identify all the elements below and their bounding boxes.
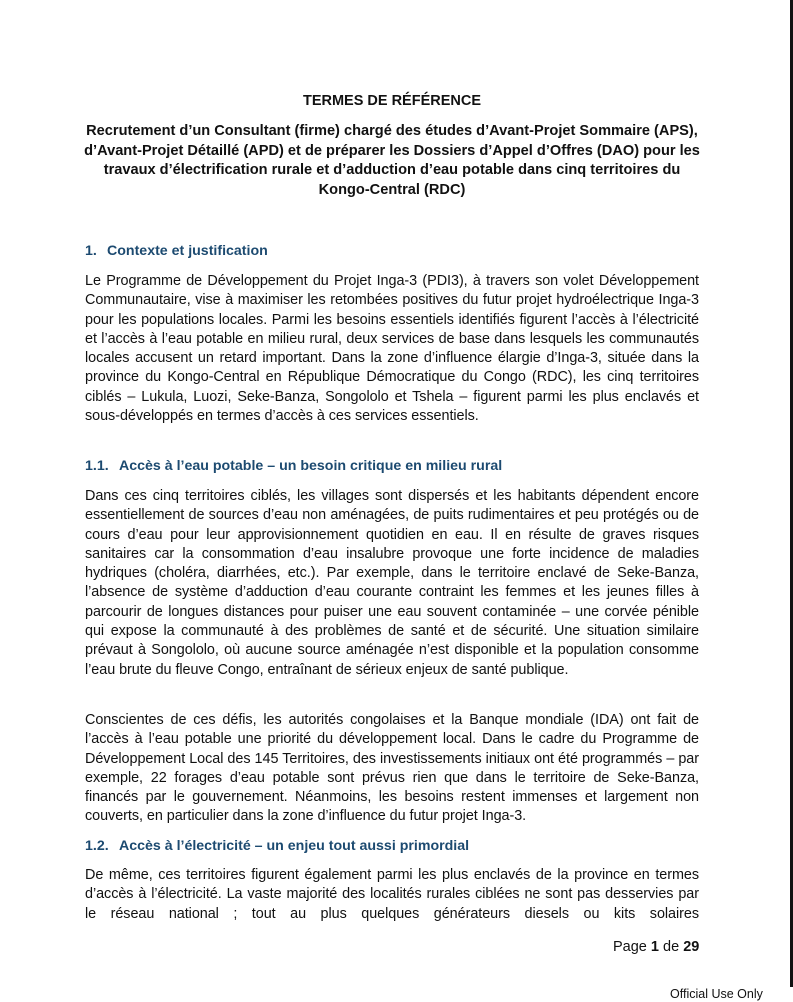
- document-title: TERMES DE RÉFÉRENCE: [302, 93, 482, 109]
- section-heading-1-1: [85, 458, 502, 474]
- page-current: 1: [650, 939, 659, 955]
- paragraph-context: Le Programme de Développement du Projet Inga-3 (PDI3), à travers son volet Développement Communautaire, vise à maximiser les retombées positives du futur projet hydroélectrique Inga-3 pour les populations locales. Parmi les besoins essentiels identifiés figurent l’accès à l’électricité et l’accès à l’eau potable en milieu rural, deux services de base dans lesquels les communautés locales accusent un retard important. Dans la zone d’influence élargie d’Inga-3, située dans la province du Kongo-Central en République Démocratique du Congo (RDC), les cinq territoires ciblés – Lukula, Luozi, Seke-Banza, Songololo et Tshela – figurent parmi les plus enclavés et sous-développés en termes d’accès à ces services essentiels.: [85, 273, 699, 425]
- page-total: 29: [683, 939, 700, 955]
- classification-label: Official Use Only: [670, 987, 763, 1001]
- document-subtitle: Recrutement d’un Consultant (firme) chargé des études d’Avant-Projet Sommaire (APS), d’Avant-Projet Détaillé (APD) et de préparer les Dossiers d’Appel d’Offres (DAO) pour les travaux d’électrification rurale et d’adduction d’eau potable dans cinq territoires du Kongo-Central (RDC): [84, 123, 700, 198]
- section-heading-1: [85, 243, 268, 259]
- paragraph-water-1: Dans ces cinq territoires ciblés, les villages sont dispersés et les habitants dépendent encore essentiellement de sources d’eau non aménagées, de puits rudimentaires et peu protégés ou de cours d’eau pour leur approvisionnement quotidien en eau. Il en résulte de graves risques sanitaires car la consommation d’eau insalubre provoque une forte incidence de maladies hydriques (choléra, diarrhées, etc.). Par exemple, dans le territoire enclavé de Seke-Banza, l’absence de système d’adduction d’eau courante contraint les femmes et les jeunes filles à parcourir de longues distances pour puiser une eau souvent contaminée – une corvée pénible qui expose la communauté à des problèmes de santé et de sécurité. Une situation similaire prévaut à Songololo, où aucune source aménagée n’est disponible et la population consomme l’eau brute du fleuve Congo, entraînant de sérieux enjeux de santé publique.: [85, 488, 699, 678]
- page-prefix: Page: [613, 939, 647, 955]
- paragraph-water-2: Conscientes de ces défis, les autorités congolaises et la Banque mondiale (IDA) ont fait de l’accès à l’eau potable une priorité du développement local. Dans le cadre du Programme de Développement Local des 145 Territoires, des investissements initiaux ont été programmés – par exemple, 22 forages d’eau potable sont prévus rien que dans le territoire de Seke-Banza, financés par le gouvernement. Néanmoins, les besoins restent immenses et largement non couverts, en particulier dans la zone d’influence du futur projet Inga-3.: [85, 712, 699, 825]
- section-title: Contexte et justification: [107, 243, 268, 259]
- paragraph-electricity-1: De même, ces territoires figurent également parmi les plus enclavés de la province en termes d’accès à l’électricité. La vaste majorité des localités rurales ciblées ne sont pas desservies par le réseau national ; tout au plus quelques générateurs diesels ou kits solaires: [85, 867, 699, 922]
- section-title: Accès à l’eau potable – un besoin critique en milieu rural: [119, 458, 503, 474]
- section-number: 1.1.: [85, 458, 109, 474]
- section-number: 1.2.: [85, 838, 109, 854]
- section-number: 1.: [85, 243, 97, 259]
- page-number: [613, 939, 699, 955]
- section-title: Accès à l’électricité – un enjeu tout aussi primordial: [119, 838, 470, 854]
- page-separator: de: [663, 939, 680, 955]
- section-heading-1-2: [85, 838, 469, 854]
